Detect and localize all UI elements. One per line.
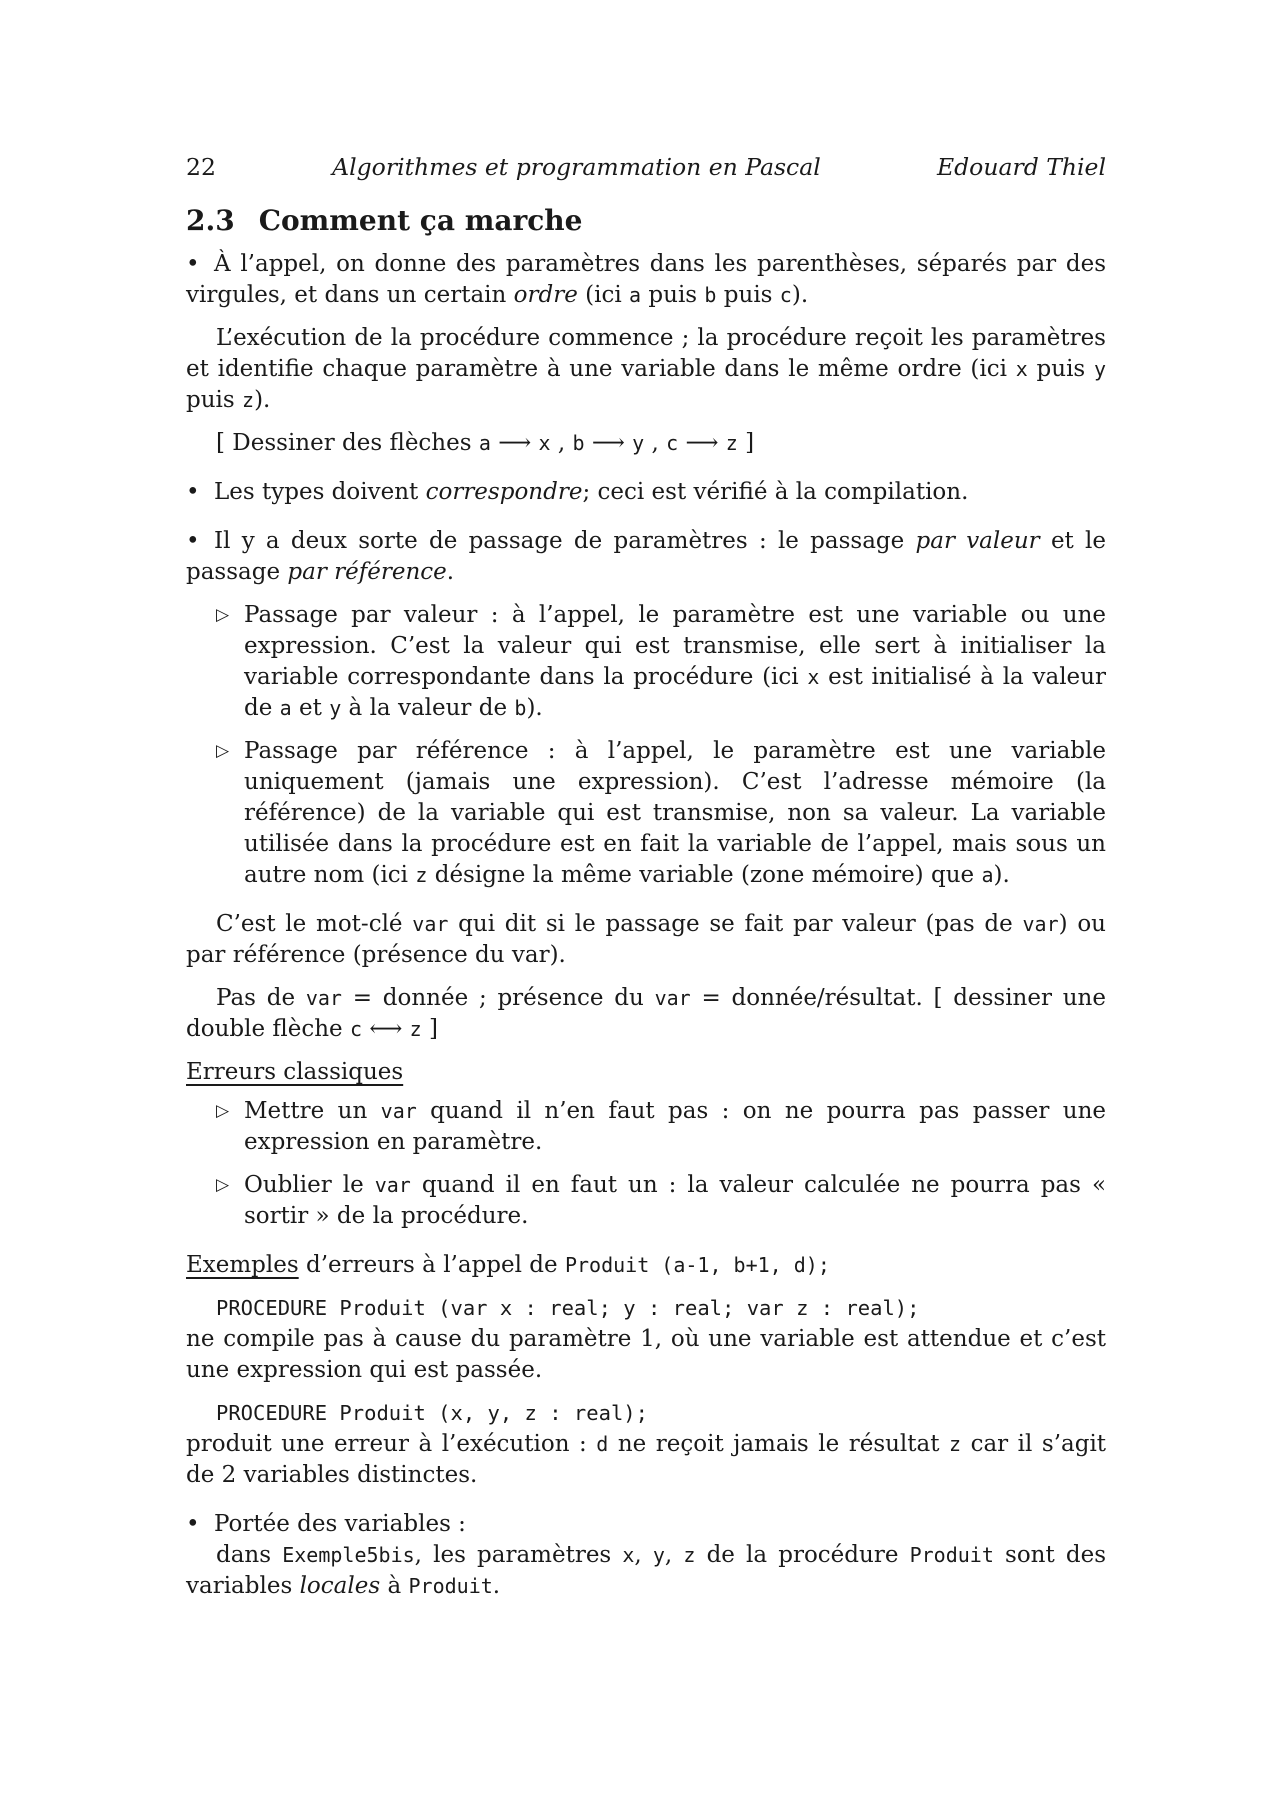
text: Pas de <box>216 985 296 1011</box>
code-token: z <box>415 863 428 887</box>
text: À l’appel, on donne des paramètres dans les parenthèses, séparés par des virgules, et dans un certain <box>186 251 1106 308</box>
paragraph-example-1-explanation: ne compile pas à cause du paramètre 1, où une variable est attendue et c’est une expression qui est passée. <box>186 1326 1106 1383</box>
text: dans <box>216 1542 272 1568</box>
running-author: Edouard Thiel <box>936 153 1106 181</box>
emphasis: par référence <box>287 559 447 585</box>
paragraph-passing-modes <box>186 526 1106 588</box>
page-header <box>186 152 1106 183</box>
code-token: var <box>374 1173 411 1197</box>
code-token: b <box>572 431 585 455</box>
triangle-bullet-icon: ▷ <box>216 605 230 625</box>
code-token: z <box>242 388 255 412</box>
text: sont des variables <box>186 1542 1107 1599</box>
text: Passage par référence : à l’appel, le paramètre est une variable uniquement (jamais une expression). C’est l’adresse mémoire (la référence) de la variable qui est transmise, non sa valeur. La variable utilisée dans la procédure est en fait la variable de l’appel, mais sous un autre nom (ici <box>244 738 1106 888</box>
text: produit une erreur à l’exécution : <box>186 1431 587 1457</box>
arrow-icon: ⟶ <box>685 430 719 456</box>
paragraph-scope <box>186 1509 1106 1540</box>
code-token: var <box>305 986 342 1010</box>
examples-heading: Exemples <box>186 1252 299 1278</box>
text: . <box>446 559 455 585</box>
paragraph-execution <box>186 323 1106 416</box>
text: = donnée/résultat. [ dessiner une double flèche <box>186 985 1106 1042</box>
text: Passage par valeur : à l’appel, le paramètre est une variable ou une expression. C’est la valeur qui est transmise, elle sert à initialiser la variable correspondante dans la procédure (ici <box>244 602 1106 690</box>
paragraph-scope-body <box>186 1540 1106 1602</box>
code-token: y <box>652 1543 665 1567</box>
text: Les types doivent <box>214 479 419 505</box>
code-token: Exemple5bis <box>282 1543 415 1567</box>
list-item-by-value <box>216 600 1106 724</box>
text: est initialisé à la valeur de <box>244 664 1106 721</box>
code-token: b <box>704 283 717 307</box>
text: puis <box>186 387 235 413</box>
errors-heading-line <box>186 1057 1106 1088</box>
text: , les paramètres <box>414 1542 612 1568</box>
text: quand il en faut un : la valeur calculée ne pourra pas « sortir » de la procédure. <box>244 1172 1107 1229</box>
text: . <box>492 1573 501 1599</box>
code-token: Produit <box>408 1574 493 1598</box>
section-heading <box>186 203 1106 239</box>
code-token: z <box>409 1017 422 1041</box>
text: ) ou par référence (présence du var). <box>186 911 1106 968</box>
code-token: x <box>622 1543 635 1567</box>
list-item-error-missing-var <box>216 1170 1106 1232</box>
triangle-bullet-icon: ▷ <box>216 741 230 761</box>
text: puis <box>723 282 773 308</box>
double-arrow-icon: ⟷ <box>369 1016 403 1042</box>
bullet-icon: • <box>186 251 200 277</box>
emphasis: ordre <box>513 282 578 308</box>
text: L’exécution de la procédure commence ; la procédure reçoit les paramètres et identifie chaque paramètre à une variable dans le même ordre (ici <box>186 325 1106 382</box>
errors-heading: Erreurs classiques <box>186 1059 404 1085</box>
text: ] <box>428 1016 438 1042</box>
text: désigne la même variable (zone mémoire) que <box>434 862 975 888</box>
code-token: y <box>632 431 645 455</box>
arrow-icon: ⟶ <box>591 430 625 456</box>
bullet-icon: • <box>186 479 200 505</box>
arrow-icon: ⟶ <box>498 430 532 456</box>
code-token: y <box>329 696 342 720</box>
code-token: a <box>629 283 642 307</box>
bullet-icon: • <box>186 1511 200 1537</box>
paragraph-types <box>186 477 1106 508</box>
code-token: y <box>1093 357 1107 381</box>
text: C’est le mot-clé <box>216 911 403 937</box>
emphasis: correspondre <box>425 479 583 505</box>
text: ). <box>791 282 809 308</box>
code-token: z <box>683 1543 696 1567</box>
code-token: z <box>949 1432 962 1456</box>
text: ). <box>254 387 271 413</box>
text: ). <box>526 695 543 721</box>
section-title: Comment ça marche <box>258 204 583 237</box>
text: ne reçoit jamais le résultat <box>617 1431 940 1457</box>
text: , <box>557 430 566 456</box>
text: et <box>299 695 322 721</box>
text: puis <box>648 282 698 308</box>
code-token: a <box>981 863 994 887</box>
document-page <box>186 152 1106 1614</box>
code-token: a <box>279 696 292 720</box>
emphasis: locales <box>299 1573 381 1599</box>
code-token: Produit (a-1, b+1, d); <box>564 1253 830 1277</box>
text: d’erreurs à l’appel de <box>306 1252 558 1278</box>
code-token: a <box>478 431 491 455</box>
text: qui dit si le passage se fait par valeur (pas de <box>458 911 1013 937</box>
paragraph-call-order <box>186 249 1106 311</box>
text: Il y a deux sorte de passage de paramètres : le passage <box>214 528 905 554</box>
code-token: x <box>1015 357 1028 381</box>
text: , <box>664 1542 673 1568</box>
code-token: b <box>514 696 527 720</box>
bullet-icon: • <box>186 528 200 554</box>
text: Mettre un <box>244 1098 368 1124</box>
code-token: var <box>412 912 449 936</box>
text: de la procédure <box>706 1542 899 1568</box>
code-token: var <box>380 1099 417 1123</box>
paragraph-draw-arrows <box>186 428 1106 459</box>
code-token: c <box>349 1017 363 1041</box>
text: à <box>387 1573 402 1599</box>
text: ; ceci est vérifié à la compilation. <box>582 479 969 505</box>
code-token: var <box>1022 912 1059 936</box>
code-token: z <box>725 431 738 455</box>
paragraph-data-result <box>186 983 1106 1045</box>
list-item-by-reference <box>216 736 1106 891</box>
text: quand il n’en faut pas : on ne pourra pas passer une expression en paramètre. <box>244 1098 1106 1155</box>
triangle-bullet-icon: ▷ <box>216 1175 230 1195</box>
page-number: 22 <box>186 153 216 181</box>
text: , <box>634 1542 642 1568</box>
emphasis: par valeur <box>915 528 1040 554</box>
text: (ici <box>585 282 622 308</box>
code-token: c <box>666 431 679 455</box>
text: puis <box>1036 356 1086 382</box>
triangle-bullet-icon: ▷ <box>216 1101 230 1121</box>
text: [ Dessiner des flèches <box>216 430 472 456</box>
text: ). <box>993 862 1010 888</box>
text: et le passage <box>186 528 1107 585</box>
paragraph-var-keyword <box>186 909 1106 971</box>
text: Oublier le <box>244 1172 364 1198</box>
code-token: x <box>807 665 820 689</box>
paragraph-example-2-explanation <box>186 1429 1106 1491</box>
code-token: c <box>779 283 792 307</box>
section-number: 2.3 <box>186 204 235 237</box>
text: car il s’agit de 2 variables distinctes. <box>186 1431 1107 1488</box>
text: à la valeur de <box>348 695 508 721</box>
code-token: x <box>538 431 551 455</box>
code-line-example-2: PROCEDURE Produit (x, y, z : real); <box>216 1401 648 1425</box>
paragraph-examples <box>186 1250 1106 1281</box>
text: ] <box>745 430 755 456</box>
code-token: var <box>654 986 691 1010</box>
code-token: d <box>596 1432 609 1456</box>
text: = donnée ; présence du <box>352 985 644 1011</box>
code-token: Produit <box>909 1543 994 1567</box>
code-line-example-1: PROCEDURE Produit (var x : real; y : real; var z : real); <box>216 1296 920 1320</box>
list-item-error-extra-var <box>216 1096 1106 1158</box>
running-title: Algorithmes et programmation en Pascal <box>332 153 821 181</box>
text: Portée des variables : <box>214 1511 466 1537</box>
text: , <box>651 430 659 456</box>
